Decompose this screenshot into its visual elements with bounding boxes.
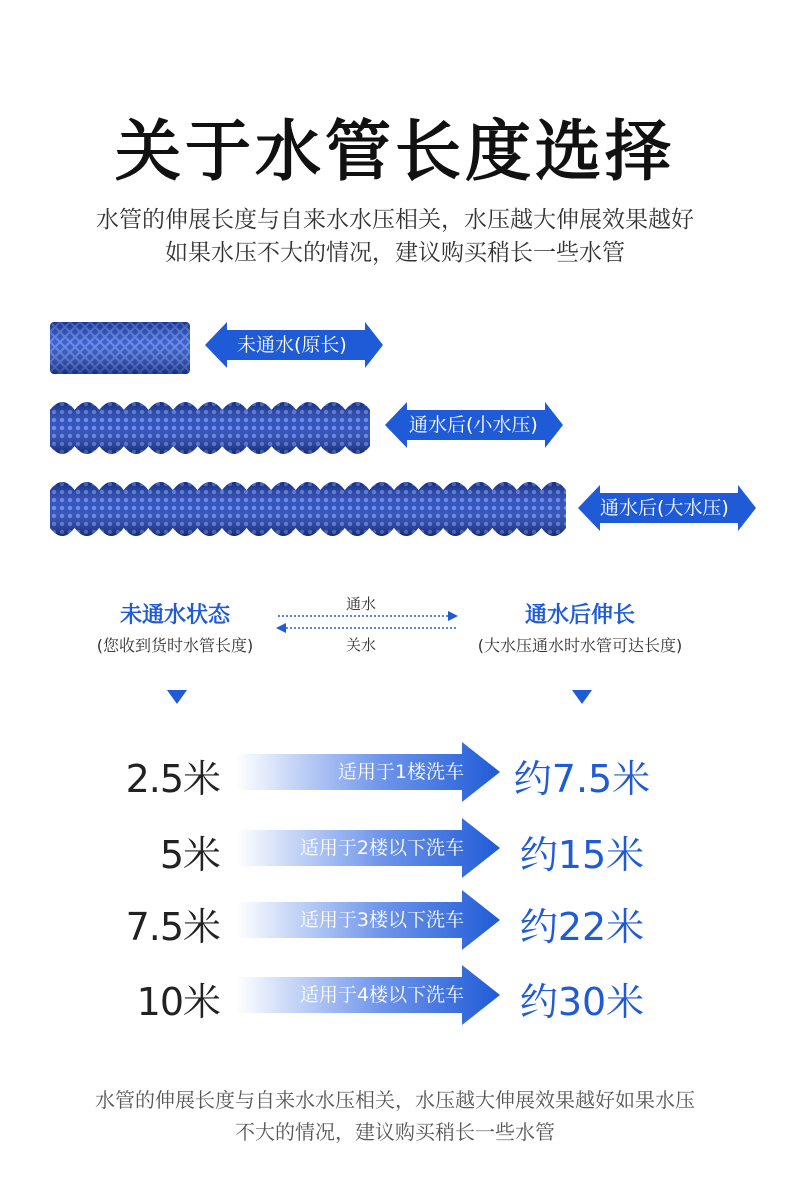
length-original: 5米 (159, 833, 220, 877)
length-usage-label: 适用于1楼洗车 (337, 761, 464, 783)
forward-label: 通水 (346, 595, 377, 613)
footer-line-2: 不大的情况，建议购买稍长一些水管 (235, 1120, 555, 1144)
length-usage-arrow (236, 965, 500, 1025)
hose-large-pressure-image (50, 480, 566, 538)
footer-line-1: 水管的伸展长度与自来水水压相关，水压越大伸展效果越好如果水压 (95, 1088, 695, 1112)
label-tag-original (205, 322, 383, 368)
subtitle-line-1: 水管的伸展长度与自来水水压相关，水压越大伸展效果越好 (96, 207, 694, 233)
length-original: 10米 (136, 980, 220, 1024)
subtitle-line-2: 如果水压不大的情况，建议购买稍长一些水管 (165, 240, 625, 266)
length-usage-arrow (236, 890, 500, 950)
left-dotted-arrow-icon (274, 622, 456, 634)
hose-label: 通水后(大水压) (600, 497, 729, 519)
state-right-title: 通水后伸长 (524, 603, 635, 628)
backward-label: 关水 (346, 636, 377, 654)
hose-label: 通水后(小水压) (409, 414, 538, 436)
down-triangle-icon (167, 690, 187, 706)
page-title: 关于水管长度选择 (115, 113, 675, 190)
state-right-sub: (大水压通水时水管可达长度) (477, 636, 683, 655)
length-stretched: 约30米 (519, 980, 645, 1024)
length-stretched: 约22米 (519, 905, 645, 949)
hose-label: 未通水(原长) (237, 334, 347, 356)
length-usage-label: 适用于2楼以下洗车 (299, 837, 464, 859)
length-stretched: 约7.5米 (513, 757, 651, 801)
length-usage-label: 适用于3楼以下洗车 (299, 909, 464, 931)
label-tag-large-pressure (578, 485, 756, 531)
right-dotted-arrow-icon (278, 610, 460, 622)
length-usage-label: 适用于4楼以下洗车 (299, 984, 464, 1006)
hose-small-pressure-image (50, 400, 370, 456)
state-left-title: 未通水状态 (119, 603, 230, 628)
length-original: 2.5米 (125, 757, 220, 801)
length-usage-arrow (236, 742, 500, 802)
hose-original-image (50, 322, 190, 374)
state-left-sub: (您收到货时水管长度) (96, 636, 254, 655)
length-usage-arrow (236, 818, 500, 878)
down-triangle-icon (572, 690, 592, 706)
length-original: 7.5米 (125, 905, 220, 949)
length-stretched: 约15米 (519, 833, 645, 877)
label-tag-small-pressure (385, 402, 563, 448)
